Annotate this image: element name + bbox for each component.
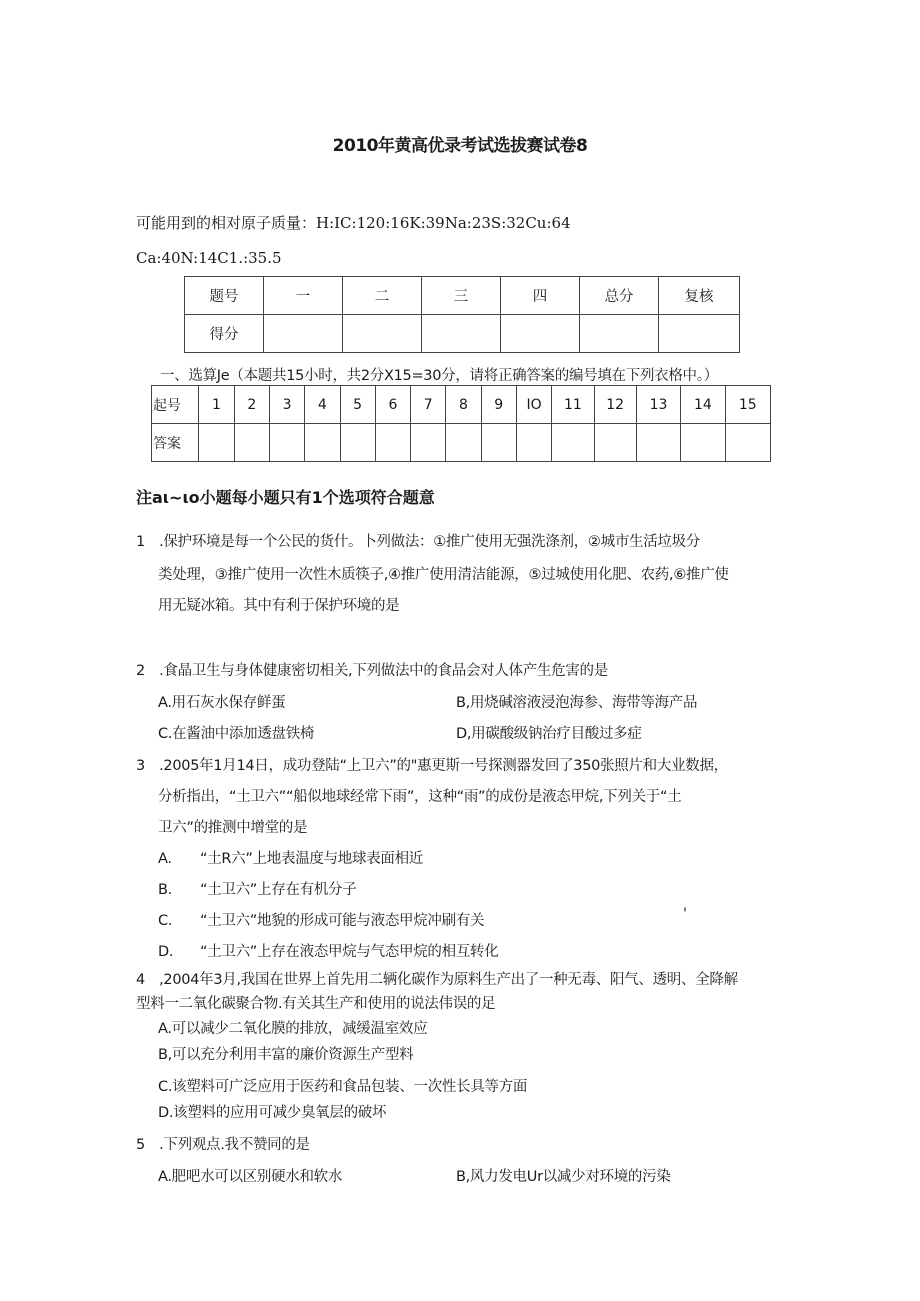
question-number-cell: 4 [305, 386, 340, 424]
q5-option-b: B,风力发电Ur以减少对环境的污染 [456, 1169, 671, 1185]
q3-option-d-text: “土卫六”上存在液态甲烷与气态甲烷的相互转化 [200, 944, 499, 960]
answer-table-number-row [152, 386, 771, 424]
answer-input-cell[interactable] [411, 424, 446, 462]
atomic-masses-line1: 可能用到的相对原子质量：H:IC:120:16K:39Na:23S:32Cu:64 [136, 214, 571, 232]
q2-option-c: C.在酱油中添加透盘铁椅 [158, 726, 315, 742]
score-input-cell[interactable] [659, 315, 740, 353]
page-title: 2010年黄高优录考试选拔赛试卷8 [332, 136, 588, 156]
question-number-cell: 8 [446, 386, 481, 424]
q4-line1: 4 ,2004年3月,我国在世界上首先用二辆化碳作为原料生产出了一种无毒、阳气、透明、全降解 [136, 972, 738, 988]
q3-option-c [158, 909, 484, 930]
question-number-cell: 11 [552, 386, 594, 424]
q3-option-d-letter: D. [158, 944, 174, 960]
q1-line3: 用无疑冰箱。其中有利于保护环境的是 [158, 598, 400, 614]
score-input-cell[interactable] [580, 315, 659, 353]
answer-input-cell[interactable] [340, 424, 375, 462]
answer-input-cell[interactable] [725, 424, 770, 462]
q2-stem: 2 .食晶卫生与身体健康密切相关,下列做法中的食品会对人体产生危害的是 [136, 663, 608, 679]
score-input-cell[interactable] [264, 315, 343, 353]
answer-input-cell[interactable] [594, 424, 636, 462]
question-number-cell: 9 [481, 386, 516, 424]
q4-option-b: B,可以充分利用丰富的廉价资源生产型料 [158, 1047, 414, 1063]
answer-input-cell[interactable] [681, 424, 725, 462]
answer-input-cell[interactable] [516, 424, 551, 462]
question-number-cell: 12 [594, 386, 636, 424]
answer-table [151, 385, 771, 462]
q3-option-b-letter: B. [158, 882, 172, 898]
q3-option-d [158, 940, 498, 961]
q2-option-d: D,用碳酸级钠治疗目酸过多症 [456, 726, 642, 742]
score-header-cell: 四 [501, 277, 580, 315]
answer-input-cell[interactable] [375, 424, 410, 462]
score-input-cell[interactable] [422, 315, 501, 353]
section-note: 注aι~ιo小题每小题只有1个选项符合题意 [136, 488, 435, 507]
q3-option-a [158, 847, 423, 868]
answer-input-cell[interactable] [446, 424, 481, 462]
question-number-cell: IO [516, 386, 551, 424]
q5-stem: 5 .下列观点.我不赞同的是 [136, 1137, 310, 1153]
score-input-cell[interactable] [343, 315, 422, 353]
answer-input-cell[interactable] [636, 424, 680, 462]
answer-row-label: 答案 [152, 424, 199, 462]
q1-line1: 1 .保护环境是每一个公民的货什。卜列做法：①推广使用无强洗涤剂，②城市生活垃圾分 [136, 534, 701, 550]
score-input-cell[interactable] [501, 315, 580, 353]
question-number-cell: 1 [199, 386, 234, 424]
score-header-cell: 复核 [659, 277, 740, 315]
score-row-label: 得分 [185, 315, 264, 353]
q4-option-a: A.可以减少二氧化膜的排放，减缓温室效应 [158, 1021, 428, 1037]
score-header-cell: 题号 [185, 277, 264, 315]
question-number-cell: 2 [234, 386, 269, 424]
q5-option-a: A.肥吧水可以区别硬水和软水 [158, 1169, 343, 1185]
q3-line1: 3 .2005年1月14日，成功登陆“上卫六”的"惠更斯一号探测器发回了350张照片和大业数据， [136, 758, 728, 774]
answer-input-cell[interactable] [199, 424, 234, 462]
question-number-cell: 15 [725, 386, 770, 424]
answer-input-cell[interactable] [305, 424, 340, 462]
q4-option-d: D.该塑料的应用可减少臭氧层的破坏 [158, 1105, 387, 1121]
q3-option-c-mark: ' [683, 906, 687, 922]
q3-option-b-text: “土卫六”上存在有机分子 [200, 882, 357, 898]
score-table [184, 276, 740, 353]
answer-input-cell[interactable] [552, 424, 594, 462]
score-header-cell: 二 [343, 277, 422, 315]
question-number-cell: 6 [375, 386, 410, 424]
score-table-header-row [185, 277, 740, 315]
score-header-cell: 总分 [580, 277, 659, 315]
q4-line2: 型料一二氧化碳聚合物.有关其生产和使用的说法伟误的足 [136, 996, 496, 1012]
q3-option-a-letter: A. [158, 851, 172, 867]
question-number-cell: 14 [681, 386, 725, 424]
question-number-cell: 13 [636, 386, 680, 424]
q1-line2: 类处理，③推广使用一次性木质筷子,④推广使用清洁能源，⑤过城使用化肥、农药,⑥推广使 [158, 567, 729, 583]
score-header-cell: 三 [422, 277, 501, 315]
question-number-cell: 5 [340, 386, 375, 424]
answer-table-answer-row [152, 424, 771, 462]
question-number-cell: 7 [411, 386, 446, 424]
q3-option-c-text: “土卫六”地貌的形成可能与液态甲烷冲刷有关 [200, 913, 485, 929]
q3-line2: 分析指出，“土卫六”“船似地球经常下雨”，这种“雨”的成份是液态甲烷,下列关于“土 [158, 789, 682, 805]
q3-line3: 卫六”的推测中增堂的是 [158, 820, 308, 836]
answer-input-cell[interactable] [269, 424, 304, 462]
score-header-cell: 一 [264, 277, 343, 315]
atomic-masses-line2: Ca:40N:14C1.:35.5 [136, 249, 282, 267]
question-number-cell: 3 [269, 386, 304, 424]
score-table-value-row [185, 315, 740, 353]
q2-option-a: A.用石灰水保存鲜蛋 [158, 695, 286, 711]
answer-input-cell[interactable] [481, 424, 516, 462]
section1-heading: 一、选算Je（本题共15小时，共2分X15=30分，请将正确答案的编号填在下列衣格中。） [160, 368, 718, 384]
answer-input-cell[interactable] [234, 424, 269, 462]
answer-row-label: 起号 [152, 386, 199, 424]
q4-option-c: C.该塑料可广泛应用于医药和食品包装、一次性长具等方面 [158, 1079, 528, 1095]
q3-option-a-text: “土R六”上地表温度与地球表面相近 [200, 851, 423, 867]
q3-option-b [158, 878, 356, 899]
q2-option-b: B,用烧碱溶液浸泡海参、海带等海产品 [456, 695, 698, 711]
q3-option-c-letter: C. [158, 913, 173, 929]
